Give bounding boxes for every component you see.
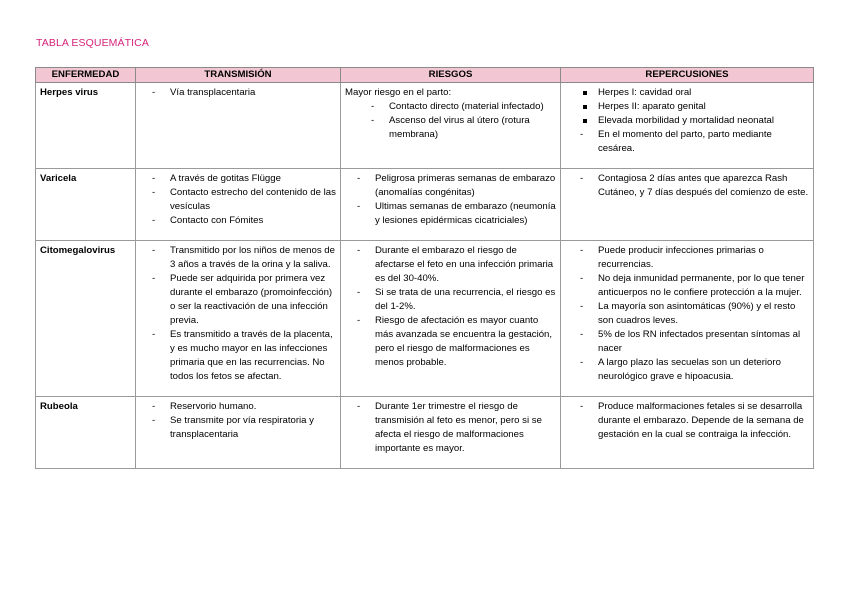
list-item: - Produce malformaciones fetales si se desarrolla durante el embarazo. Depende de la semana de gestación en la cual se contraiga la infección. xyxy=(580,400,809,442)
transmission-cell xyxy=(136,397,341,469)
list-item: - Durante 1er trimestre el riesgo de transmisión al feto es menor, pero si se afecta el riesgo de malformaciones importante es mayor. xyxy=(357,400,556,456)
header-repercussions: REPERCUSIONES xyxy=(561,68,814,83)
list-item: - En el momento del parto, parto mediante cesárea. xyxy=(580,128,809,156)
list-item: - Si se trata de una recurrencia, el riesgo es del 1-2%. xyxy=(357,286,556,314)
table-header-row xyxy=(36,68,814,83)
list-item: - Transmitido por los niños de menos de 3 años a través de la orina y la saliva. xyxy=(152,244,336,272)
table-row xyxy=(36,169,814,241)
disease-name: Herpes virus xyxy=(36,83,136,169)
disease-name: Rubeola xyxy=(36,397,136,469)
list-item: - 5% de los RN infectados presentan síntomas al nacer xyxy=(580,328,809,356)
list-item: - La mayoría son asintomáticas (90%) y el resto son cuadros leves. xyxy=(580,300,809,328)
list-item: - Puede producir infecciones primarias o recurrencias. xyxy=(580,244,809,272)
list-item: - Ascenso del virus al útero (rotura membrana) xyxy=(371,114,556,142)
repercussions-cell xyxy=(561,169,814,241)
transmission-cell xyxy=(136,169,341,241)
list-item: - Contacto directo (material infectado) xyxy=(371,100,556,114)
list-item: - Vía transplacentaria xyxy=(152,86,336,100)
list-item: - No deja inmunidad permanente, por lo que tener anticuerpos no le confiere protección a la mujer. xyxy=(580,272,809,300)
repercussions-cell xyxy=(561,83,814,169)
table-row xyxy=(36,241,814,397)
list-item: - Riesgo de afectación es mayor cuanto más avanzada se encuentra la gestación, pero el riesgo de malformaciones es menos probable. xyxy=(357,314,556,370)
risks-cell xyxy=(341,397,561,469)
list-item: - Es transmitido a través de la placenta, y es mucho mayor en las infecciones primaria que en las recurrencias. No todos los fetos se afectan. xyxy=(152,328,336,384)
disease-name: Varicela xyxy=(36,169,136,241)
page-title: TABLA ESQUEMÁTICA xyxy=(36,37,149,49)
table-row xyxy=(36,83,814,169)
list-item: - Contacto estrecho del contenido de las vesículas xyxy=(152,186,336,214)
header-disease: ENFERMEDAD xyxy=(36,68,136,83)
list-item: Elevada morbilidad y mortalidad neonatal xyxy=(580,114,809,128)
table-row xyxy=(36,397,814,469)
list-item: - Contacto con Fómites xyxy=(152,214,336,228)
risks-cell xyxy=(341,241,561,397)
schematic-table xyxy=(35,67,814,469)
list-item: - Reservorio humano. xyxy=(152,400,336,414)
list-item: - Peligrosa primeras semanas de embarazo (anomalías congénitas) xyxy=(357,172,556,200)
list-item: - Puede ser adquirida por primera vez durante el embarazo (promoinfección) o ser la reactivación de una infección previa. xyxy=(152,272,336,328)
list-item: - Contagiosa 2 días antes que aparezca Rash Cutáneo, y 7 días después del comienzo de este. xyxy=(580,172,809,200)
transmission-cell xyxy=(136,83,341,169)
risks-intro: Mayor riesgo en el parto: xyxy=(345,87,452,98)
list-item: Herpes I: cavidad oral xyxy=(580,86,809,100)
repercussions-cell xyxy=(561,241,814,397)
list-item: - Ultimas semanas de embarazo (neumonía y lesiones epidérmicas cicatriciales) xyxy=(357,200,556,228)
list-item: - A través de gotitas Flügge xyxy=(152,172,336,186)
disease-name: Citomegalovirus xyxy=(36,241,136,397)
list-item: - Durante el embarazo el riesgo de afectarse el feto en una infección primaria es del 30-40%. xyxy=(357,244,556,286)
transmission-cell xyxy=(136,241,341,397)
list-item: Herpes II: aparato genital xyxy=(580,100,809,114)
risks-cell xyxy=(341,83,561,169)
list-item: - Se transmite por vía respiratoria y transplacentaria xyxy=(152,414,336,442)
list-item: - A largo plazo las secuelas son un deterioro neurológico grave e hipoacusia. xyxy=(580,356,809,384)
header-risks: RIESGOS xyxy=(341,68,561,83)
header-transmission: TRANSMISIÓN xyxy=(136,68,341,83)
risks-cell xyxy=(341,169,561,241)
repercussions-cell xyxy=(561,397,814,469)
